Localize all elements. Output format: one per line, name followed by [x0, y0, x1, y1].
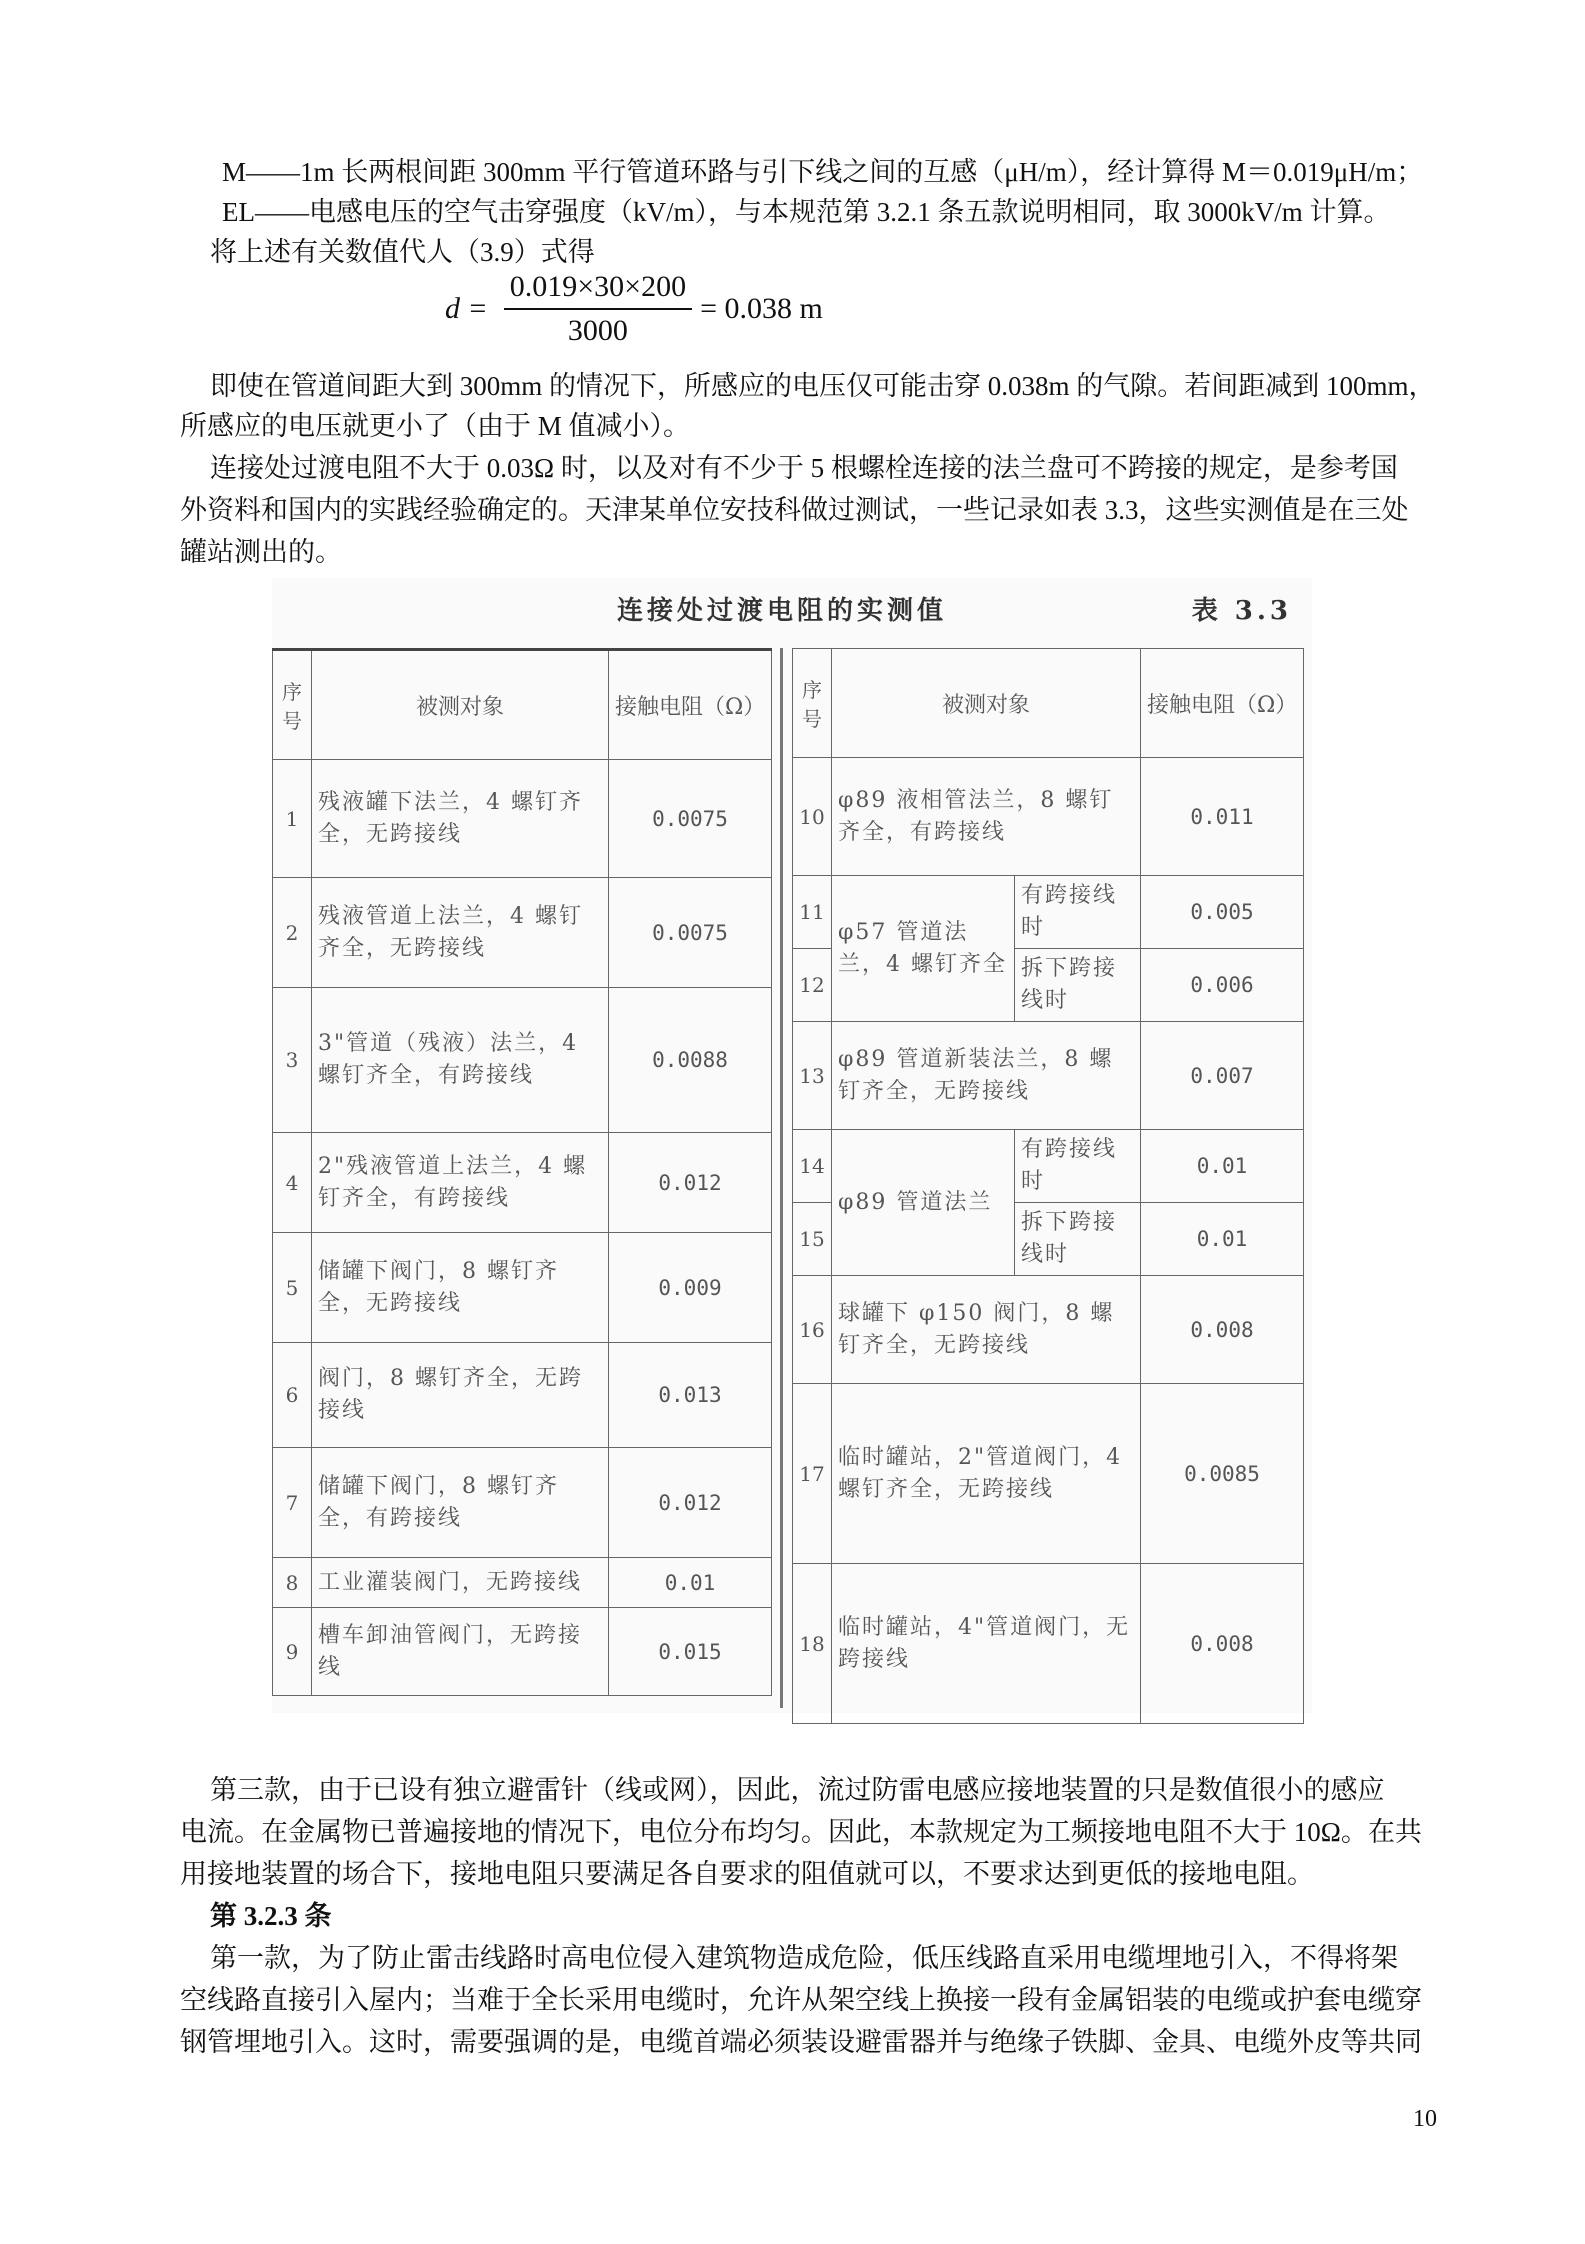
table-row: 18 临时罐站，4"管道阀门，无跨接线 0.008 — [793, 1564, 1304, 1724]
paragraph-2-line-1: 连接处过渡电阻不大于 0.03Ω 时，以及对有不少于 5 根螺栓连接的法兰盘可不跨接的规定，是参考国 — [210, 453, 1398, 483]
paragraph-1-line-1: 即使在管道间距大到 300mm 的情况下，所感应的电压仅可能击穿 0.038m 的气隙。若间距减到 100mm， — [210, 371, 1436, 401]
definition-M: M——1m 长两根间距 300mm 平行管道环路与引下线之间的互感（μH/m），经计算得 M＝0.019μH/m； — [222, 157, 1424, 187]
page-number: 10 — [1413, 2106, 1437, 2132]
paragraph-4-line-3: 钢管埋地引入。这时，需要强调的是，电缆首端必须装设避雷器并与绝缘子铁脚、金具、电缆外皮等共同 — [180, 2027, 1422, 2057]
paragraph-2-line-3: 罐站测出的。 — [180, 537, 342, 567]
paragraph-2-line-2: 外资料和国内的实践经验确定的。天津某单位安技科做过测试，一些记录如表 3.3，这些实测值是在三处 — [180, 495, 1409, 525]
table-row: 12 拆下跨接线时 0.006 — [793, 949, 1304, 1022]
formula-lhs: d = — [445, 292, 488, 325]
header-object: 被测对象 — [832, 649, 1141, 758]
table-caption: 连接处过渡电阻的实测值 — [617, 596, 948, 626]
paragraph-4-line-2: 空线路直接引入屋内；当难于全长采用电缆时，允许从架空线上换接一段有金属铝装的电缆或护套电缆穿 — [180, 1985, 1422, 2015]
paragraph-3-line-2: 电流。在金属物已普遍接地的情况下，电位分布均匀。因此，本款规定为工频接地电阻不大于 10Ω。在共 — [180, 1817, 1422, 1847]
header-no: 序号 — [273, 650, 312, 760]
table-row: 5 储罐下阀门，8 螺钉齐全，无跨接线 0.009 — [273, 1233, 772, 1343]
paragraph-3-line-1: 第三款，由于已设有独立避雷针（线或网），因此，流过防雷电感应接地装置的只是数值很小的感应 — [210, 1775, 1385, 1805]
paragraph-4-line-1: 第一款，为了防止雷击线路时高电位侵入建筑物造成危险，低压线路直采用电缆埋地引入，不得将架 — [210, 1943, 1398, 1973]
table-right-half — [792, 648, 1304, 1724]
table-row: 9 槽车卸油管阀门，无跨接线 0.015 — [273, 1608, 772, 1696]
table-row: 16 球罐下 φ150 阀门，8 螺钉齐全，无跨接线 0.008 — [793, 1276, 1304, 1384]
table-row: 10 φ89 液相管法兰，8 螺钉齐全，有跨接线 0.011 — [793, 758, 1304, 876]
table-row: 3 3"管道（残液）法兰，4 螺钉齐全，有跨接线 0.0088 — [273, 988, 772, 1133]
formula-denominator: 3000 — [567, 314, 628, 347]
table-row: 7 储罐下阀门，8 螺钉齐全，有跨接线 0.012 — [273, 1448, 772, 1558]
header-no: 序号 — [793, 649, 832, 758]
formula-numerator: 0.019×30×200 — [504, 270, 692, 310]
section-heading: 第 3.2.3 条 — [210, 1901, 332, 1931]
table-row: 4 2"残液管道上法兰，4 螺钉齐全，有跨接线 0.012 — [273, 1133, 772, 1233]
header-object: 被测对象 — [312, 650, 609, 760]
table-3-3-scan — [272, 578, 1312, 1713]
table-row: 17 临时罐站，2"管道阀门，4 螺钉齐全，无跨接线 0.0085 — [793, 1384, 1304, 1564]
paragraph-3-line-3: 用接地装置的场合下，接地电阻只要满足各自要求的阻值就可以，不要求达到更低的接地电阻。 — [180, 1859, 1314, 1889]
formula-fraction — [504, 270, 692, 348]
table-row: 15 拆下跨接线时 0.01 — [793, 1203, 1304, 1276]
table-row: 6 阀门，8 螺钉齐全，无跨接线 0.013 — [273, 1343, 772, 1448]
header-value: 接触电阻（Ω） — [1141, 649, 1304, 758]
formula-d — [445, 270, 823, 348]
table-row: 11 φ57 管道法兰，4 螺钉齐全 有跨接线时 0.005 — [793, 876, 1304, 949]
substitution-text: 将上述有关数值代人（3.9）式得 — [210, 237, 595, 267]
table-row: 2 残液管道上法兰，4 螺钉齐全，无跨接线 0.0075 — [273, 878, 772, 988]
header-value: 接触电阻（Ω） — [609, 650, 772, 760]
table-row: 13 φ89 管道新装法兰，8 螺钉齐全，无跨接线 0.007 — [793, 1022, 1304, 1130]
table-center-divider — [780, 648, 783, 1708]
definition-EL: EL——电感电压的空气击穿强度（kV/m），与本规范第 3.2.1 条五款说明相同，取 3000kV/m 计算。 — [222, 197, 1391, 227]
paragraph-1-line-2: 所感应的电压就更小了（由于 M 值减小）。 — [180, 411, 691, 441]
table-row: 1 残液罐下法兰，4 螺钉齐全，无跨接线 0.0075 — [273, 760, 772, 878]
table-left-half — [272, 648, 772, 1696]
formula-result: = 0.038 m — [700, 292, 823, 325]
table-row: 8 工业灌装阀门，无跨接线 0.01 — [273, 1558, 772, 1608]
table-row: 14 φ89 管道法兰 有跨接线时 0.01 — [793, 1130, 1304, 1203]
table-number: 表 3.3 — [1191, 596, 1292, 626]
